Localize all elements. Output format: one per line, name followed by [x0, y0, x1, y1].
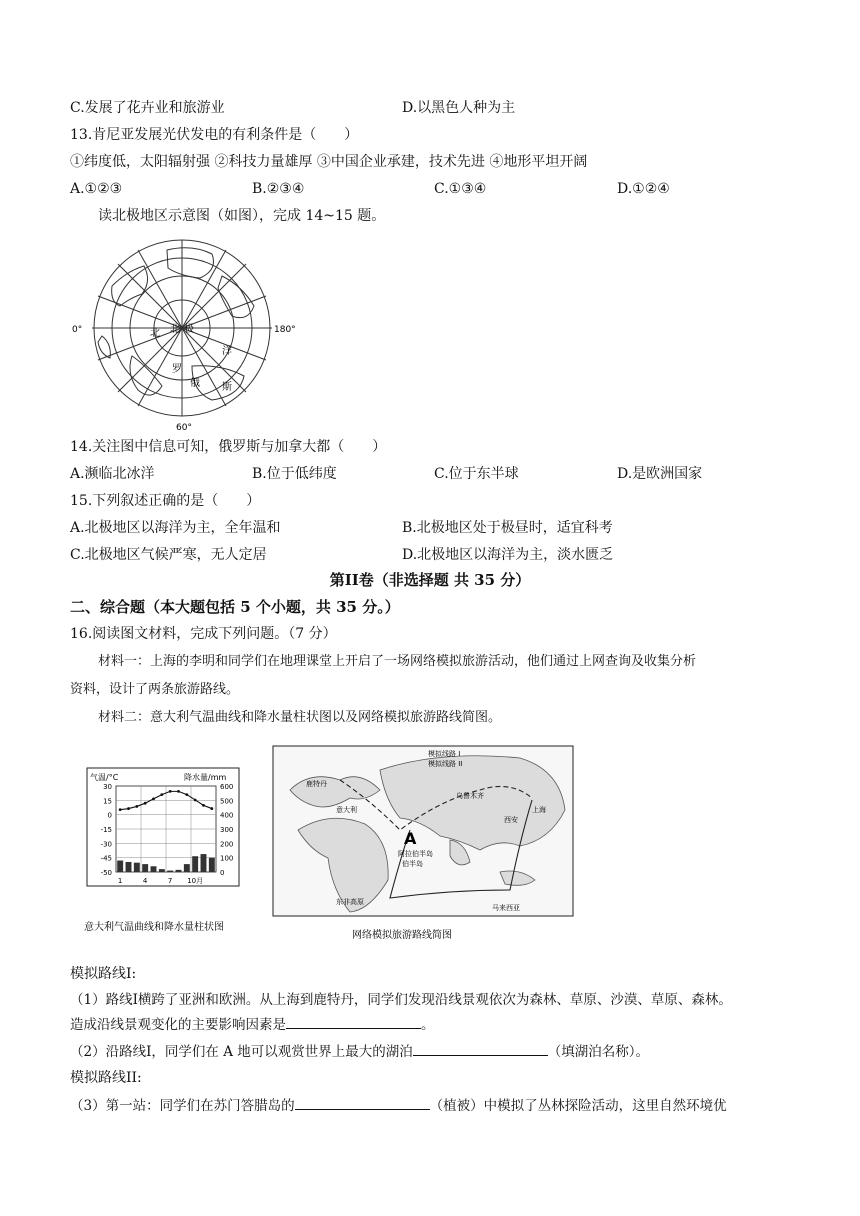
route-map — [270, 740, 546, 944]
place-east-africa-plateau: 东非高原 — [336, 898, 364, 906]
place-arabia-2: 伯半岛 — [402, 860, 423, 868]
part2-title: 第II卷（非选择题 共 35 分） — [329, 571, 531, 589]
precip-bar — [159, 869, 165, 872]
precip-bar — [184, 864, 190, 872]
temp-point — [169, 790, 172, 793]
precip-bar — [117, 861, 123, 872]
q14-option-d: D.是欧洲国家 — [617, 466, 703, 482]
precip-tick-label: 200 — [220, 840, 234, 849]
temp-point — [177, 790, 180, 793]
q13-option-c: C.①③④ — [434, 181, 487, 197]
answer-blank-3[interactable] — [295, 1095, 430, 1110]
month-tick-label: 7 — [167, 877, 173, 885]
place-rotterdam: 鹿特丹 — [306, 780, 327, 788]
temp-tick-label: 0 — [107, 811, 112, 820]
temp-tick-label: -15 — [100, 826, 112, 834]
precip-tick-label: 0 — [220, 869, 225, 877]
precip-bar — [192, 856, 198, 872]
map-label-luo: 罗 — [172, 364, 182, 375]
q16-part1-line1: （1）路线I横跨了亚洲和欧洲。从上海到鹿特丹，同学们发现沿线景观依次为森林、草原、沙漠、草原、森林。 — [70, 992, 732, 1008]
q16-part3: （3）第一站：同学们在苏门答腊岛的 （植被）中模拟了丛林探险活动，这里自然环境优 — [70, 1095, 727, 1116]
map-label-bei-1: 北 — [150, 328, 160, 339]
precip-bar — [167, 871, 173, 872]
climate-chart-caption: 意大利气温曲线和降水量柱状图 — [84, 922, 224, 933]
place-xian: 西安 — [504, 816, 518, 824]
temp-tick-label: -30 — [100, 840, 112, 849]
temp-point — [144, 802, 147, 805]
map-label-si: 斯 — [222, 382, 232, 393]
q13-conditions: ①纬度低，太阳辐射强 ②科技力量雄厚 ③中国企业承建，技术先进 ④地形平坦开阔 — [70, 154, 588, 170]
place-urumqi: 乌鲁木齐 — [456, 792, 484, 800]
place-italy: 意大利 — [336, 806, 357, 814]
lon-180-label: 180° — [274, 325, 296, 335]
q13-option-d: D.①②④ — [617, 181, 670, 197]
route2-title: 模拟路线II: — [70, 1070, 142, 1086]
q15-stem: 15.下列叙述正确的是（ ） — [70, 493, 261, 509]
temp-tick-label: -45 — [100, 854, 112, 863]
q15-option-b: B.北极地区处于极昼时，适宜科考 — [402, 520, 613, 536]
place-malaysia: 马来西亚 — [492, 904, 520, 912]
temp-tick-label: -50 — [100, 869, 112, 877]
q16-material1-line2: 资料，设计了两条旅游路线。 — [70, 682, 240, 697]
temp-point — [210, 807, 213, 810]
temp-point — [160, 793, 163, 796]
answer-blank-1[interactable] — [286, 1014, 421, 1029]
precip-bar — [176, 870, 182, 872]
route1-title: 模拟路线I: — [70, 966, 137, 982]
precip-tick-label: 100 — [220, 854, 234, 863]
place-shanghai: 上海 — [532, 806, 546, 814]
q16-part2: （2）沿路线I，同学们在 A 地可以观赏世界上最大的湖泊 （填湖泊名称）。 — [70, 1041, 649, 1062]
q13-option-b: B.②③④ — [252, 181, 305, 197]
temp-point — [119, 808, 122, 811]
q16-stem: 16.阅读图文材料，完成下列问题。（7 分） — [70, 626, 337, 642]
precip-axis-label: 降水量/mm — [184, 773, 227, 782]
month-tick-label: 1 — [117, 877, 123, 885]
precip-bar — [134, 863, 140, 872]
q12-option-c: C.发展了花卉业和旅游业 — [70, 100, 225, 116]
month-tick-label: 10月 — [187, 877, 204, 885]
precip-bar — [126, 862, 132, 872]
q13-option-a: A.①②③ — [70, 181, 123, 197]
q12-option-d: D.以黑色人种为主 — [402, 100, 516, 116]
month-tick-label: 4 — [142, 877, 148, 885]
q15-option-c: C.北极地区气候严寒，无人定居 — [70, 547, 267, 563]
temp-axis-label: 气温/°C — [90, 773, 119, 782]
temp-point — [135, 805, 138, 808]
q16-material2: 材料二：意大利气温曲线和降水量柱状图以及网络模拟旅游路线简图。 — [98, 710, 502, 725]
route-map-caption: 网络模拟旅游路线简图 — [352, 930, 452, 941]
lon-0-label: 0° — [72, 325, 83, 335]
q14-option-a: A.濒临北冰洋 — [70, 466, 155, 482]
q14-option-b: B.位于低纬度 — [252, 466, 337, 482]
q13-stem: 13.肯尼亚发展光伏发电的有利条件是（ ） — [70, 127, 359, 143]
temp-tick-label: 15 — [103, 797, 112, 806]
lon-60-label: 60° — [176, 423, 192, 432]
temp-point — [202, 804, 205, 807]
q15-option-a: A.北极地区以海洋为主，全年温和 — [70, 520, 281, 536]
temp-point — [152, 798, 155, 801]
precip-tick-label: 600 — [220, 783, 234, 791]
q14-stem: 14.关注图中信息可知，俄罗斯与加拿大都（ ） — [70, 439, 387, 455]
temp-point — [185, 793, 188, 796]
map-label-e: 俄 — [190, 378, 200, 389]
precip-tick-label: 300 — [220, 826, 234, 834]
q14-intro: 读北极地区示意图（如图），完成 14~15 题。 — [98, 208, 386, 224]
q16-material1-line1: 材料一：上海的李明和同学们在地理课堂上开启了一场网络模拟旅游活动，他们通过上网查询及收集分析 — [98, 654, 697, 669]
temp-point — [127, 807, 130, 810]
q15-option-d: D.北极地区以海洋为主，淡水匮乏 — [402, 547, 614, 563]
map-label-bei-2: 北 — [170, 324, 180, 335]
temp-tick-label: 30 — [103, 783, 112, 791]
legend-route-1: 模拟线路 I — [428, 750, 461, 758]
climate-chart — [76, 760, 266, 940]
map-label-yang: 洋 — [222, 346, 232, 357]
precip-tick-label: 500 — [220, 797, 234, 806]
map-label-ji: 极 — [184, 324, 194, 335]
precip-bar — [142, 864, 148, 872]
answer-blank-2[interactable] — [413, 1041, 548, 1056]
arctic-map — [72, 236, 302, 432]
precip-bar — [201, 854, 207, 872]
temp-point — [194, 799, 197, 802]
precip-bar — [151, 866, 157, 872]
legend-route-2: 模拟线路 II — [428, 760, 463, 768]
q16-part1-line2: 造成沿线景观变化的主要影响因素是 。 — [70, 1014, 435, 1035]
precip-bar — [209, 858, 215, 872]
precip-tick-label: 400 — [220, 811, 234, 820]
place-a: A — [404, 829, 417, 848]
q14-option-c: C.位于东半球 — [434, 466, 519, 482]
section2-title: 二、综合题（本大题包括 5 个小题，共 35 分。） — [70, 598, 400, 616]
place-arabia: 阿拉伯半岛 — [398, 850, 433, 858]
